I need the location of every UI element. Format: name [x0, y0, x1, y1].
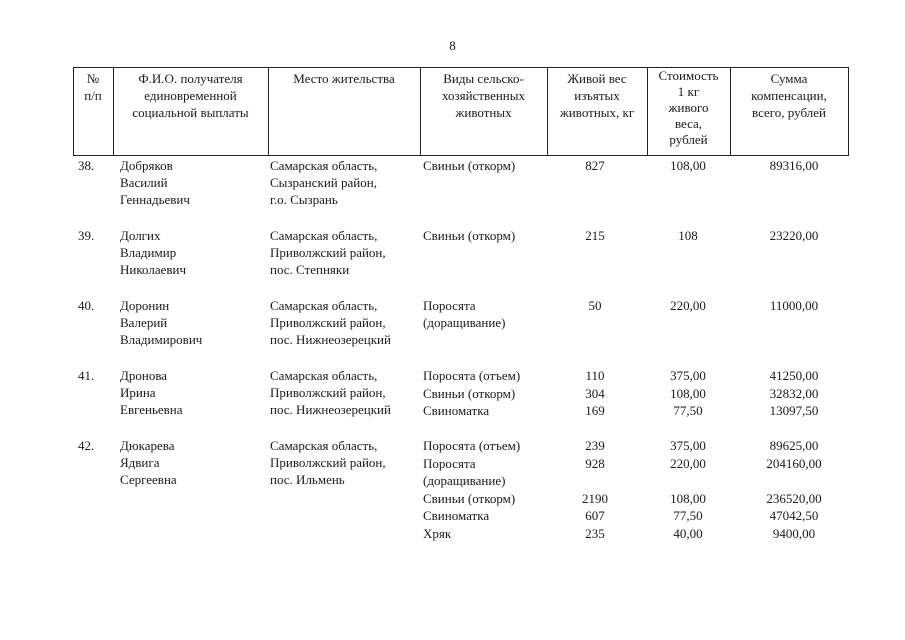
row-number: 40. [78, 298, 95, 313]
residence-address-line: Самарская область, [270, 228, 378, 243]
residence-address-line: г.о. Сызрань [270, 192, 338, 207]
live-weight: 928 [585, 455, 605, 471]
residence-address-line: пос. Нижнеозерецкий [270, 332, 391, 347]
header-bottom-rule [73, 155, 849, 156]
compensation-sum: 204160,00 [766, 455, 822, 471]
header-line: животных, кг [559, 105, 635, 120]
recipient-name-line: Добряков [120, 158, 173, 173]
animal-kind [423, 227, 555, 244]
animal-kind-line: Поросята (отъем) [423, 368, 521, 383]
residence-address-line: Приволжский район, [270, 315, 386, 330]
animal-kind-line: Поросята (отъем) [423, 438, 521, 453]
recipient-name-line: Ирина [120, 385, 156, 400]
residence-address-line: Самарская область, [270, 438, 378, 453]
compensation-sum: 9400,00 [772, 525, 816, 541]
recipient-name-line: Дюкарева [120, 438, 175, 453]
price-per-kg: 77,50 [673, 403, 703, 418]
recipient-name-line: Геннадьевич [120, 192, 190, 207]
residence-address-line: Приволжский район, [270, 245, 386, 260]
header-line: Ф.И.О. получателя [138, 71, 243, 86]
recipient-name [120, 227, 268, 278]
price-per-kg: 220,00 [670, 455, 706, 471]
live-weight: 110 [585, 368, 605, 383]
compensation-sum: 89316,00 [769, 158, 819, 173]
recipient-name-line: Доронин [120, 298, 170, 313]
compensation-sum: 13097,50 [769, 403, 819, 418]
header-line: 1 кг [677, 84, 700, 99]
price-per-kg: 220,00 [670, 298, 706, 313]
page-number: 8 [449, 38, 456, 53]
recipient-name [120, 367, 268, 418]
header-sum [730, 70, 848, 121]
header-line: рублей [669, 132, 708, 147]
recipient-name-line: Ядвига [120, 455, 160, 470]
animal-kind-line: (доращивание) [423, 472, 506, 488]
compensation-sum: 11000,00 [769, 298, 819, 313]
animal-kind-line: Поросята [423, 298, 476, 313]
animal-kind [423, 297, 555, 331]
live-weight: 304 [585, 385, 605, 401]
live-weight: 607 [585, 508, 605, 523]
header-line: единовременной [144, 88, 237, 103]
header-line: п/п [84, 88, 102, 103]
header-line: всего, рублей [752, 105, 826, 120]
live-weight: 169 [585, 403, 605, 418]
compensation-sum: 41250,00 [769, 368, 819, 383]
animal-kind-line: Свиноматка [423, 403, 490, 418]
price-per-kg: 375,00 [670, 368, 706, 383]
header-top-rule [73, 67, 849, 68]
header-line: Живой вес [567, 71, 627, 86]
animal-kind [423, 385, 555, 402]
header-line: Место жительства [293, 71, 395, 86]
animal-kind-line: Свиньи (откорм) [423, 490, 516, 506]
row-number: 42. [78, 438, 95, 453]
compensation-sum: 89625,00 [769, 438, 819, 453]
compensation-sum: 32832,00 [769, 385, 819, 401]
header-line: веса, [674, 116, 703, 131]
recipient-name-line: Василий [120, 175, 168, 190]
header-num [73, 70, 113, 104]
animal-kind [423, 490, 555, 507]
compensation-sum: 47042,50 [769, 508, 819, 523]
animal-kind [423, 525, 555, 542]
price-per-kg: 375,00 [670, 438, 706, 453]
animal-kind [423, 402, 555, 419]
compensation-sum: 236520,00 [766, 490, 822, 506]
price-per-kg: 108 [678, 228, 698, 243]
residence-address-line: Приволжский район, [270, 455, 386, 470]
recipient-name-line: Николаевич [120, 262, 186, 277]
header-line: изъятых [574, 88, 620, 103]
header-line: № [86, 71, 100, 86]
residence-address [270, 227, 420, 278]
residence-address [270, 437, 420, 488]
recipient-name [120, 297, 268, 348]
live-weight: 239 [585, 438, 605, 453]
recipient-name-line: Долгих [120, 228, 161, 243]
residence-address-line: пос. Нижнеозерецкий [270, 402, 391, 417]
residence-address-line: Самарская область, [270, 298, 378, 313]
price-per-kg: 77,50 [673, 508, 703, 523]
header-line: социальной выплаты [132, 105, 249, 120]
live-weight: 215 [585, 228, 605, 243]
header-line: Виды сельско- [443, 71, 524, 86]
animal-kind-line: (доращивание) [423, 315, 506, 330]
animal-kind-line: Свиньи (откорм) [423, 385, 516, 401]
animal-kind-line: Свиноматка [423, 508, 490, 523]
recipient-name-line: Дронова [120, 368, 168, 383]
price-per-kg: 108,00 [670, 490, 706, 506]
live-weight: 235 [585, 525, 605, 541]
residence-address-line: пос. Ильмень [270, 472, 345, 487]
header-line: животных [455, 105, 512, 120]
table-header [73, 67, 849, 156]
animal-kind-line: Поросята [423, 455, 476, 471]
animal-kind-line: Свиньи (откорм) [423, 158, 516, 173]
recipient-name-line: Владимир [120, 245, 177, 260]
animal-kind [423, 455, 555, 489]
residence-address [270, 157, 420, 208]
animal-kind-line: Свиньи (откорм) [423, 228, 516, 243]
price-per-kg: 108,00 [670, 158, 706, 173]
recipient-name [120, 157, 268, 208]
live-weight: 50 [588, 298, 602, 313]
recipient-name [120, 437, 268, 488]
residence-address-line: пос. Степняки [270, 262, 350, 277]
recipient-name-line: Владимирович [120, 332, 203, 347]
header-border-right [848, 67, 849, 156]
compensation-sum: 23220,00 [769, 228, 819, 243]
animal-kind [423, 157, 555, 174]
residence-address-line: Приволжский район, [270, 385, 386, 400]
row-number: 38. [78, 158, 95, 173]
row-number: 41. [78, 368, 95, 383]
animal-kind [423, 437, 555, 454]
row-number: 39. [78, 228, 95, 243]
price-per-kg: 108,00 [670, 385, 706, 401]
animal-kind-line: Хряк [423, 525, 452, 541]
live-weight: 827 [585, 158, 605, 173]
recipient-name-line: Сергеевна [120, 472, 177, 487]
residence-address [270, 367, 420, 418]
residence-address-line: Самарская область, [270, 158, 378, 173]
residence-address-line: Сызранский район, [270, 175, 377, 190]
header-kind [420, 70, 547, 121]
live-weight: 2190 [582, 490, 608, 506]
header-weight [547, 70, 647, 121]
residence-address-line: Самарская область, [270, 368, 378, 383]
residence-address [270, 297, 420, 348]
recipient-name-line: Евгеньевна [120, 402, 183, 417]
header-fio [113, 70, 268, 121]
header-line: хозяйственных [441, 88, 525, 103]
header-line: живого [668, 100, 709, 115]
animal-kind [423, 507, 555, 524]
header-price [647, 68, 730, 148]
recipient-name-line: Валерий [120, 315, 168, 330]
header-line: Сумма [770, 71, 808, 86]
price-per-kg: 40,00 [673, 525, 703, 541]
animal-kind [423, 367, 555, 384]
header-line: Стоимость [658, 68, 719, 83]
header-address [268, 70, 420, 87]
header-line: компенсации, [751, 88, 827, 103]
